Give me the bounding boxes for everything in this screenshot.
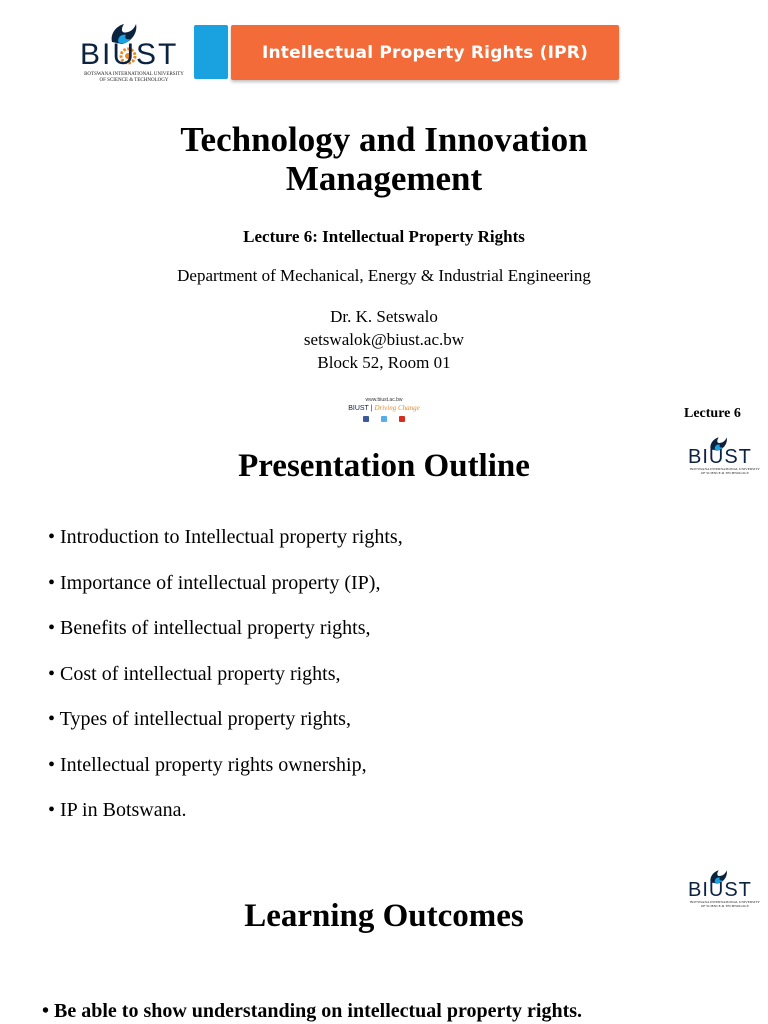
slide-footer (330, 397, 438, 427)
logo-subtext-2: OF SCIENCE & TECHNOLOGY (700, 471, 750, 475)
title-line-2: Management (285, 159, 483, 198)
logo-subtext-2: OF SCIENCE & TECHNOLOGY (700, 904, 750, 908)
author-office: Block 52, Room 01 (317, 353, 451, 372)
list-item: • Introduction to Intellectual property rights, (48, 526, 403, 548)
footer-tagline: Driving Change (374, 404, 420, 412)
twitter-icon[interactable] (381, 416, 387, 422)
youtube-icon[interactable] (399, 416, 405, 422)
footer-url[interactable]: www.biust.ac.bw (365, 397, 403, 403)
presentation-title (0, 120, 768, 198)
topic-banner (231, 25, 619, 80)
logo-subtext-2: OF SCIENCE & TECHNOLOGY (99, 78, 169, 83)
title-line-1: Technology and Innovation (180, 120, 588, 159)
list-item: • IP in Botswana. (48, 799, 187, 821)
outcomes-title: Learning Outcomes (244, 898, 524, 934)
footer-brand (330, 403, 438, 414)
logo-subtext-1: BOTSWANA INTERNATIONAL UNIVERSITY (690, 900, 760, 904)
logo-wordmark: BIUST (688, 879, 752, 901)
author-name: Dr. K. Setswalo (330, 307, 438, 326)
list-item: • Importance of intellectual property (IP), (48, 571, 381, 594)
logo-subtext-1: BOTSWANA INTERNATIONAL UNIVERSITY (690, 467, 760, 471)
outline-list (48, 523, 403, 842)
department-name: Department of Mechanical, Energy & Industrial Engineering (177, 266, 591, 285)
footer-separator: | (370, 405, 373, 412)
logo-wordmark: BIUST (688, 446, 752, 468)
logo-subtext-1: BOTSWANA INTERNATIONAL UNIVERSITY (84, 72, 184, 77)
banner-label: Intellectual Property Rights (IPR) (261, 42, 589, 63)
list-item: • Intellectual property rights ownership, (48, 753, 367, 776)
lecture-subtitle: Lecture 6: Intellectual Property Rights (243, 227, 525, 246)
accent-block (194, 25, 228, 79)
outline-title: Presentation Outline (238, 448, 530, 484)
lecture-tag: Lecture 6 (684, 406, 741, 421)
facebook-icon[interactable] (363, 416, 369, 422)
list-item: • Benefits of intellectual property rights, (48, 617, 371, 639)
list-item: • Cost of intellectual property rights, (48, 662, 341, 685)
logo-wordmark: BIUST (80, 38, 179, 71)
footer-social-icons (330, 416, 438, 422)
author-block (0, 305, 768, 374)
list-item: • Types of intellectual property rights, (48, 708, 351, 730)
author-email[interactable]: setswalok@biust.ac.bw (303, 330, 465, 349)
footer-brand-name: BIUST (348, 405, 369, 412)
list-item: • Be able to show understanding on intellectual property rights. (42, 1000, 583, 1022)
biust-logo (80, 22, 188, 84)
